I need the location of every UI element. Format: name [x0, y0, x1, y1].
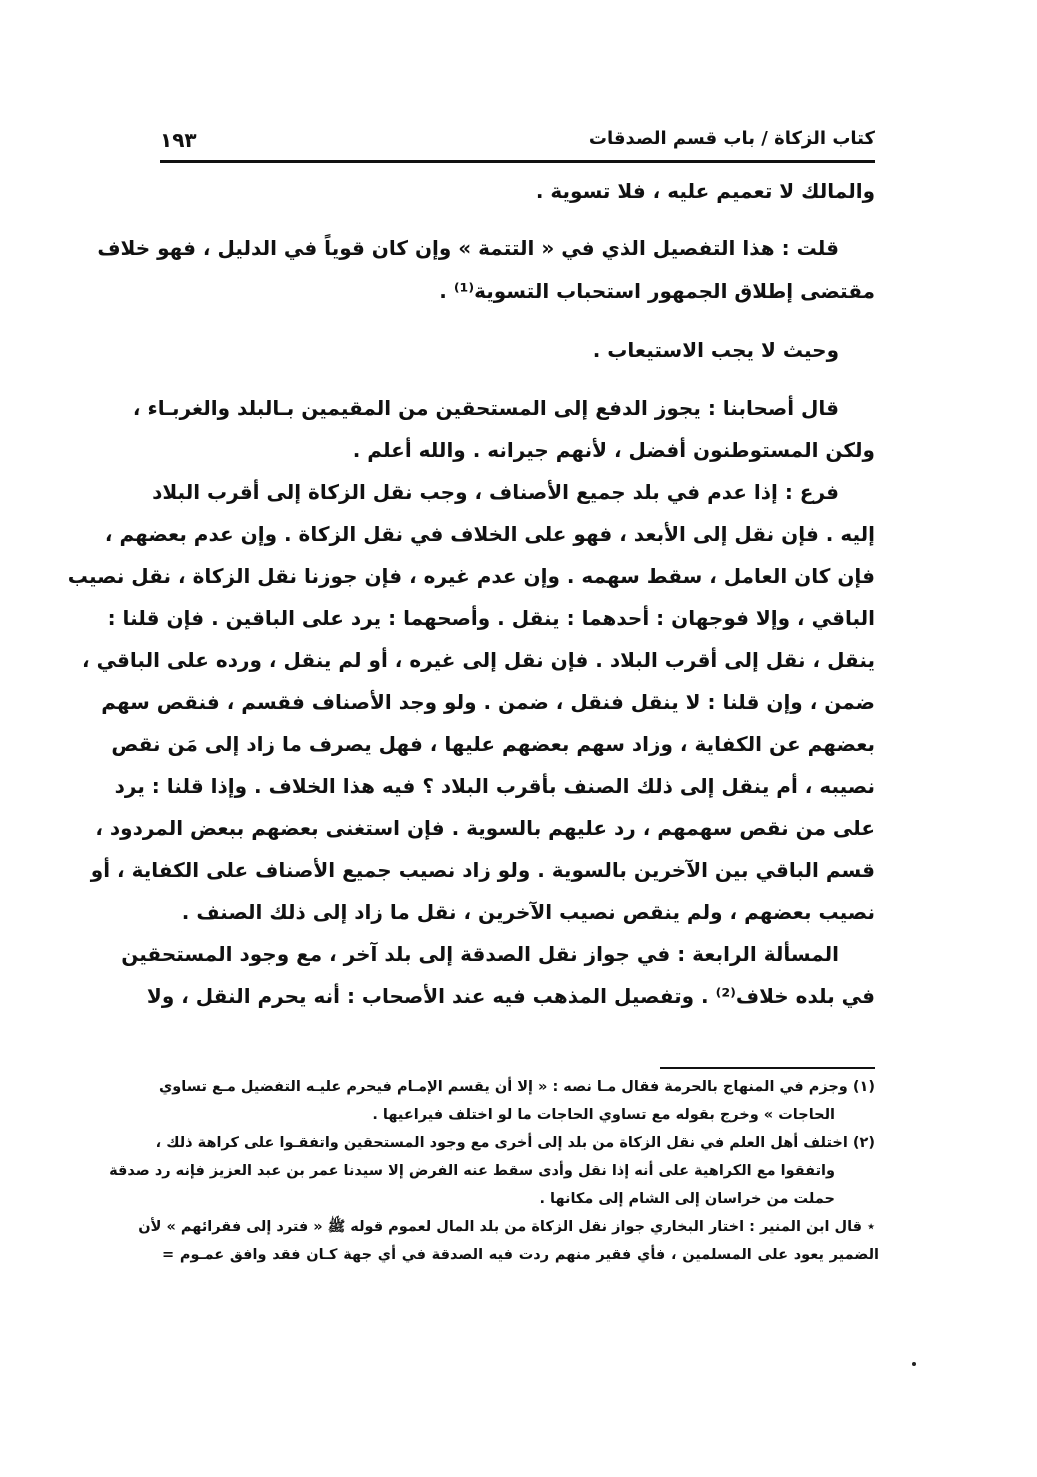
text-line: على من نقص سهمهم ، رد عليهم بالسوية . فإن استغنى بعضهم ببعض المردود ،: [95, 816, 875, 840]
text-line: الباقي ، وإلا فوجهان : أحدهما : ينقل . وأصحهما : يرد على الباقين . فإن قلنا :: [107, 606, 875, 630]
footnote-line: واتفقوا مع الكراهية على أنه إذا نقل وأدى سقط عنه الفرض إلا سيدنا عمر بن عبد العزيز فإنه رد صدقة: [109, 1163, 835, 1179]
text-line: قسم الباقي بين الآخرين بالسوية . ولو زاد نصيب جميع الأصناف على الكفاية ، أو: [90, 858, 875, 882]
text-line: ولكن المستوطنون أفضل ، لأنهم جيرانه . والله أعلم .: [352, 438, 875, 462]
text-line: ينقل ، نقل إلى أقرب البلاد . فإن نقل إلى غيره ، أو لم ينقل ، ورده على الباقي ،: [82, 648, 875, 672]
text-line: فإن كان العامل ، سقط سهمه . وإن عدم غيره ، فإن جوزنا نقل الزكاة ، نقل نصيب: [67, 564, 875, 588]
text-line: قلت : هذا التفصيل الذي في « التتمة » وإن كان قوياً في الدليل ، فهو خلاف: [97, 236, 839, 260]
footnote-line: الضمير يعود على المسلمين ، فأي فقير منهم ردت فيه الصدقة في أي جهة كـان فقد وافق عمـوم =: [162, 1247, 879, 1263]
footnote-line: الحاجات » وخرج بقوله مع تساوي الحاجات ما لو اختلف فيراعيها .: [372, 1107, 835, 1123]
text-line: والمالك لا تعميم عليه ، فلا تسوية .: [535, 179, 875, 203]
running-title: كتاب الزكاة / باب قسم الصدقات: [588, 128, 875, 149]
text-line: قال أصحابنا : يجوز الدفع إلى المستحقين من المقيمين بـالبلد والغربـاء ،: [132, 396, 839, 420]
footnote-line: حملت من خراسان إلى الشام إلى مكانها .: [539, 1191, 835, 1207]
footnote-divider: [660, 1067, 875, 1069]
footnote-line: ٭ قال ابن المنير : اختار البخاري جواز نقل الزكاة من بلد المال لعموم قوله ﷺ « فترد إلى فقرائهم » لأن: [138, 1219, 875, 1235]
text-line: إليه . فإن نقل إلى الأبعد ، فهو على الخلاف في نقل الزكاة . وإن عدم بعضهم ،: [104, 522, 875, 546]
text-line: نصيبه ، أم ينقل إلى ذلك الصنف بأقرب البلاد ؟ فيه هذا الخلاف . وإذا قلنا : يرد: [114, 774, 875, 798]
text-line: المسألة الرابعة : في جواز نقل الصدقة إلى بلد آخر ، مع وجود المستحقين: [121, 942, 839, 966]
footnote-line: (٢) اختلف أهل العلم في نقل الزكاة من بلد إلى أخرى مع وجود المستحقين واتفقـوا على كراهة ذلك ،: [155, 1135, 875, 1151]
text-line: ضمن ، وإن قلنا : لا ينقل فنقل ، ضمن . ولو وجد الأصناف فقسم ، فنقص سهم: [101, 690, 875, 714]
running-header: [160, 124, 875, 163]
text-line: فرع : إذا عدم في بلد جميع الأصناف ، وجب نقل الزكاة إلى أقرب البلاد: [152, 480, 839, 504]
page-number: ١٩٣: [160, 128, 197, 152]
text-line: في بلده خلاف⁽²⁾ . وتفصيل المذهب فيه عند الأصحاب : أنه يحرم النقل ، ولا: [146, 984, 875, 1008]
text-line: وحيث لا يجب الاستيعاب .: [592, 338, 839, 362]
text-line: بعضهم عن الكفاية ، وزاد سهم بعضهم عليها ، فهل يصرف ما زاد إلى مَن نقص: [111, 732, 875, 756]
text-line: مقتضى إطلاق الجمهور استحباب التسوية⁽¹⁾ .: [439, 279, 875, 303]
footnote-line: (١) وجزم في المنهاج بالحرمة فقال مـا نصه : « إلا أن يقسم الإمـام فيحرم عليـه التفضيل مـع تساوي: [159, 1079, 875, 1095]
scan-speck: [912, 1362, 916, 1366]
text-line: نصيب بعضهم ، ولم ينقص نصيب الآخرين ، نقل ما زاد إلى ذلك الصنف .: [181, 900, 875, 924]
